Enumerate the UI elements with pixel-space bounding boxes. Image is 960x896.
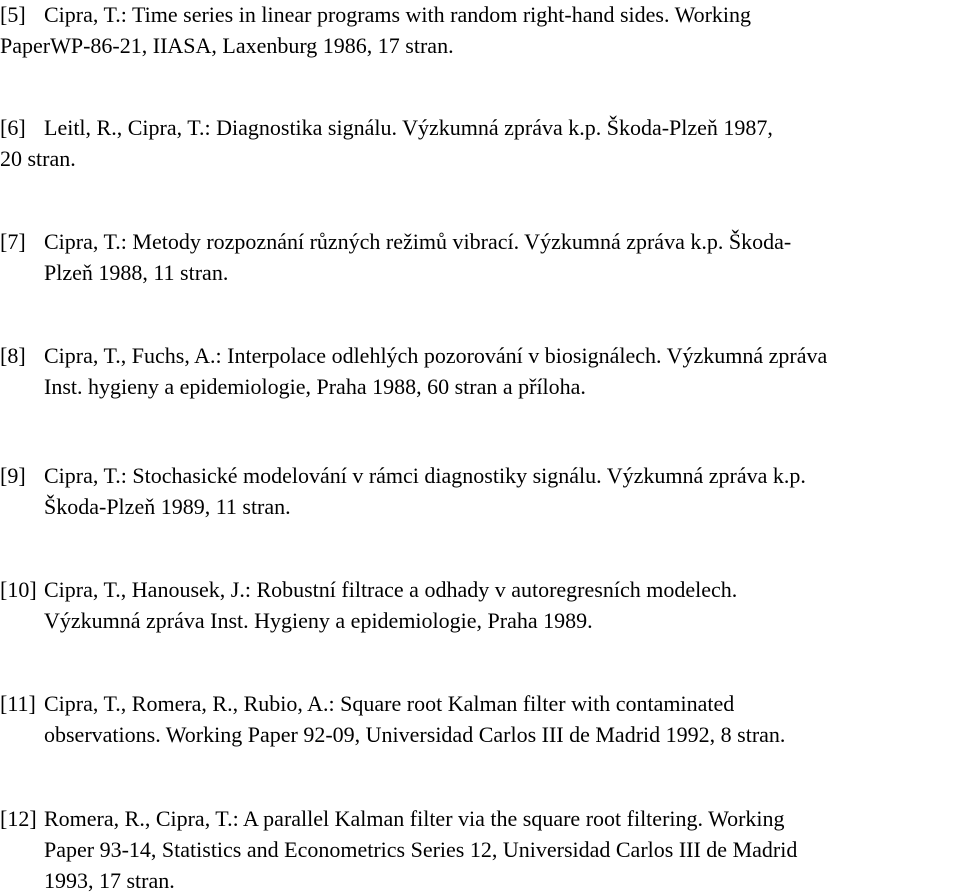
reference-text-line: 20 stran. [0, 146, 76, 171]
reference-text-line: Leitl, R., Cipra, T.: Diagnostika signálu. Výzkumná zpráva k.p. Škoda-Plzeň 1987, [44, 115, 773, 140]
reference-text-line: observations. Working Paper 92-09, Universidad Carlos III de Madrid 1992, 8 stran. [44, 722, 786, 747]
reference-text-line: Paper 93-14, Statistics and Econometrics Series 12, Universidad Carlos III de Madrid [44, 837, 798, 862]
reference-text-line: Cipra, T., Romera, R., Rubio, A.: Square root Kalman filter with contaminated [44, 691, 735, 716]
reference-number: [12] [0, 806, 37, 831]
reference-text-line: Cipra, T.: Metody rozpoznání různých režimů vibrací. Výzkumná zpráva k.p. Škoda- [44, 229, 792, 254]
reference-number: [11] [0, 691, 36, 716]
reference-text-line: Romera, R., Cipra, T.: A parallel Kalman filter via the square root filtering. Working [44, 806, 785, 831]
reference-number: [10] [0, 577, 37, 602]
reference-number: [8] [0, 343, 26, 368]
reference-number: [5] [0, 2, 26, 27]
reference-number: [7] [0, 229, 26, 254]
reference-text-line: Plzeň 1988, 11 stran. [44, 260, 229, 285]
reference-text-line: PaperWP-86-21, IIASA, Laxenburg 1986, 17 stran. [0, 33, 454, 58]
reference-text-line: Inst. hygieny a epidemiologie, Praha 1988, 60 stran a příloha. [44, 374, 586, 399]
reference-text-line: Výzkumná zpráva Inst. Hygieny a epidemiologie, Praha 1989. [44, 608, 593, 633]
reference-text-line: Cipra, T., Fuchs, A.: Interpolace odlehlých pozorování v biosignálech. Výzkumná zpráva [44, 343, 828, 368]
reference-text-line: Cipra, T.: Time series in linear programs with random right-hand sides. Working [44, 2, 752, 27]
reference-text-line: 1993, 17 stran. [44, 868, 175, 893]
reference-text-line: Cipra, T.: Stochasické modelování v rámci diagnostiky signálu. Výzkumná zpráva k.p. [44, 463, 806, 488]
reference-text-line: Škoda-Plzeň 1989, 11 stran. [44, 494, 291, 519]
reference-number: [9] [0, 463, 26, 488]
reference-text-line: Cipra, T., Hanousek, J.: Robustní filtrace a odhady v autoregresních modelech. [44, 577, 738, 602]
reference-number: [6] [0, 115, 26, 140]
